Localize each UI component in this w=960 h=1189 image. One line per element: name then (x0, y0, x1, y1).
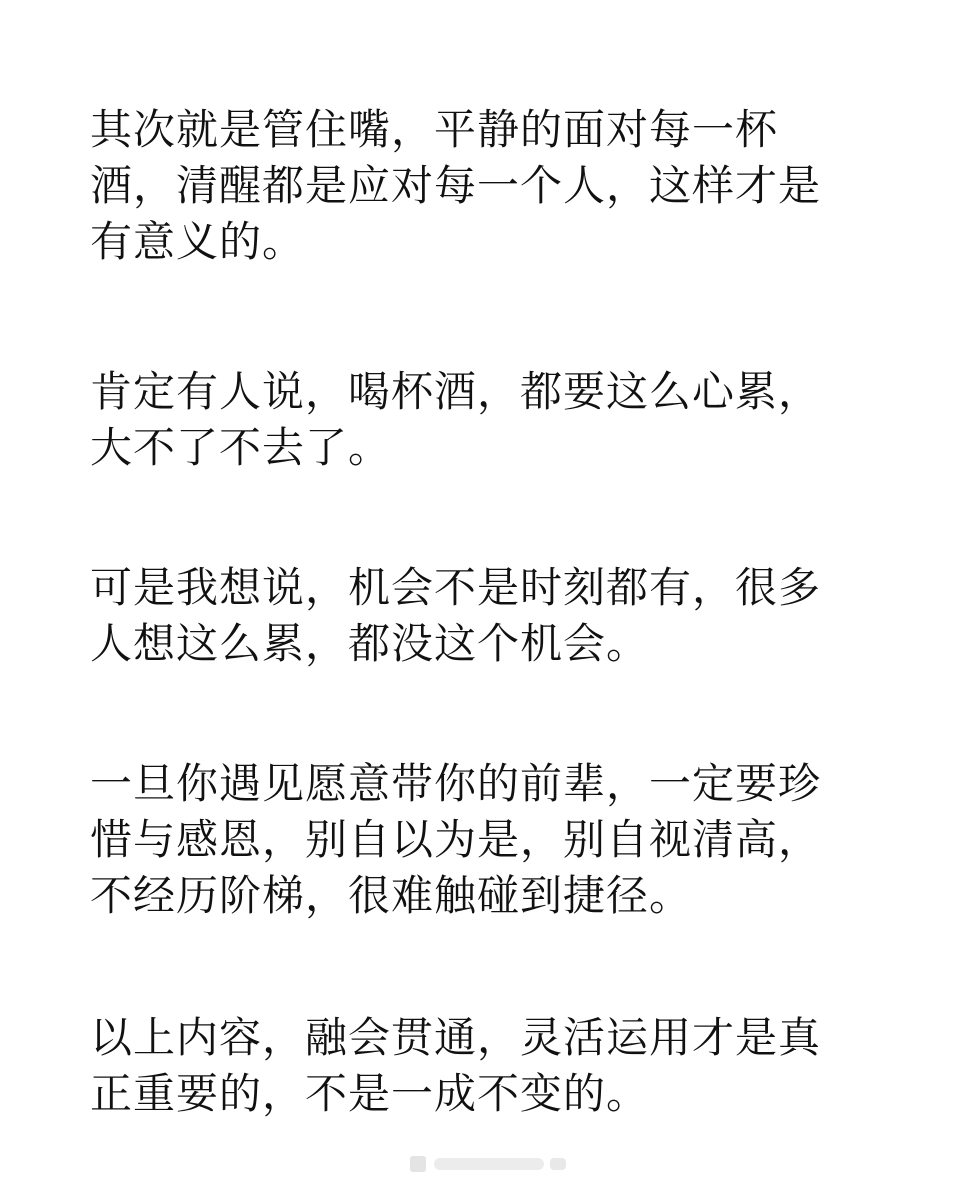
paragraph-1 (90, 102, 890, 270)
paragraph-line: 惜与感恩，别自以为是，别自视清高， (90, 815, 822, 864)
paragraph-3 (90, 560, 890, 672)
paragraph-line: 其次就是管住嘴，平静的面对每一杯 (90, 105, 779, 154)
paragraph-line: 有意义的。 (90, 217, 306, 266)
paragraph-4 (90, 756, 890, 924)
paragraph-line: 人想这么累，都没这个机会。 (90, 619, 650, 668)
watermark-icon (410, 1150, 570, 1178)
paragraph-5 (90, 1010, 890, 1122)
paragraph-line: 大不了不去了。 (90, 423, 392, 472)
paragraph-line: 以上内容，融会贯通，灵活运用才是真 (90, 1013, 822, 1062)
paragraph-line: 不经历阶梯，很难触碰到捷径。 (90, 871, 693, 920)
paragraph-line: 可是我想说，机会不是时刻都有，很多 (90, 563, 822, 612)
paragraph-line: 一旦你遇见愿意带你的前辈，一定要珍 (90, 759, 822, 808)
paragraph-line: 肯定有人说，喝杯酒，都要这么心累， (90, 367, 822, 416)
faint-watermark (410, 1150, 570, 1178)
paragraph-line: 正重要的，不是一成不变的。 (90, 1069, 650, 1118)
paragraph-2 (90, 364, 890, 476)
paragraph-line: 酒，清醒都是应对每一个人，这样才是 (90, 161, 822, 210)
